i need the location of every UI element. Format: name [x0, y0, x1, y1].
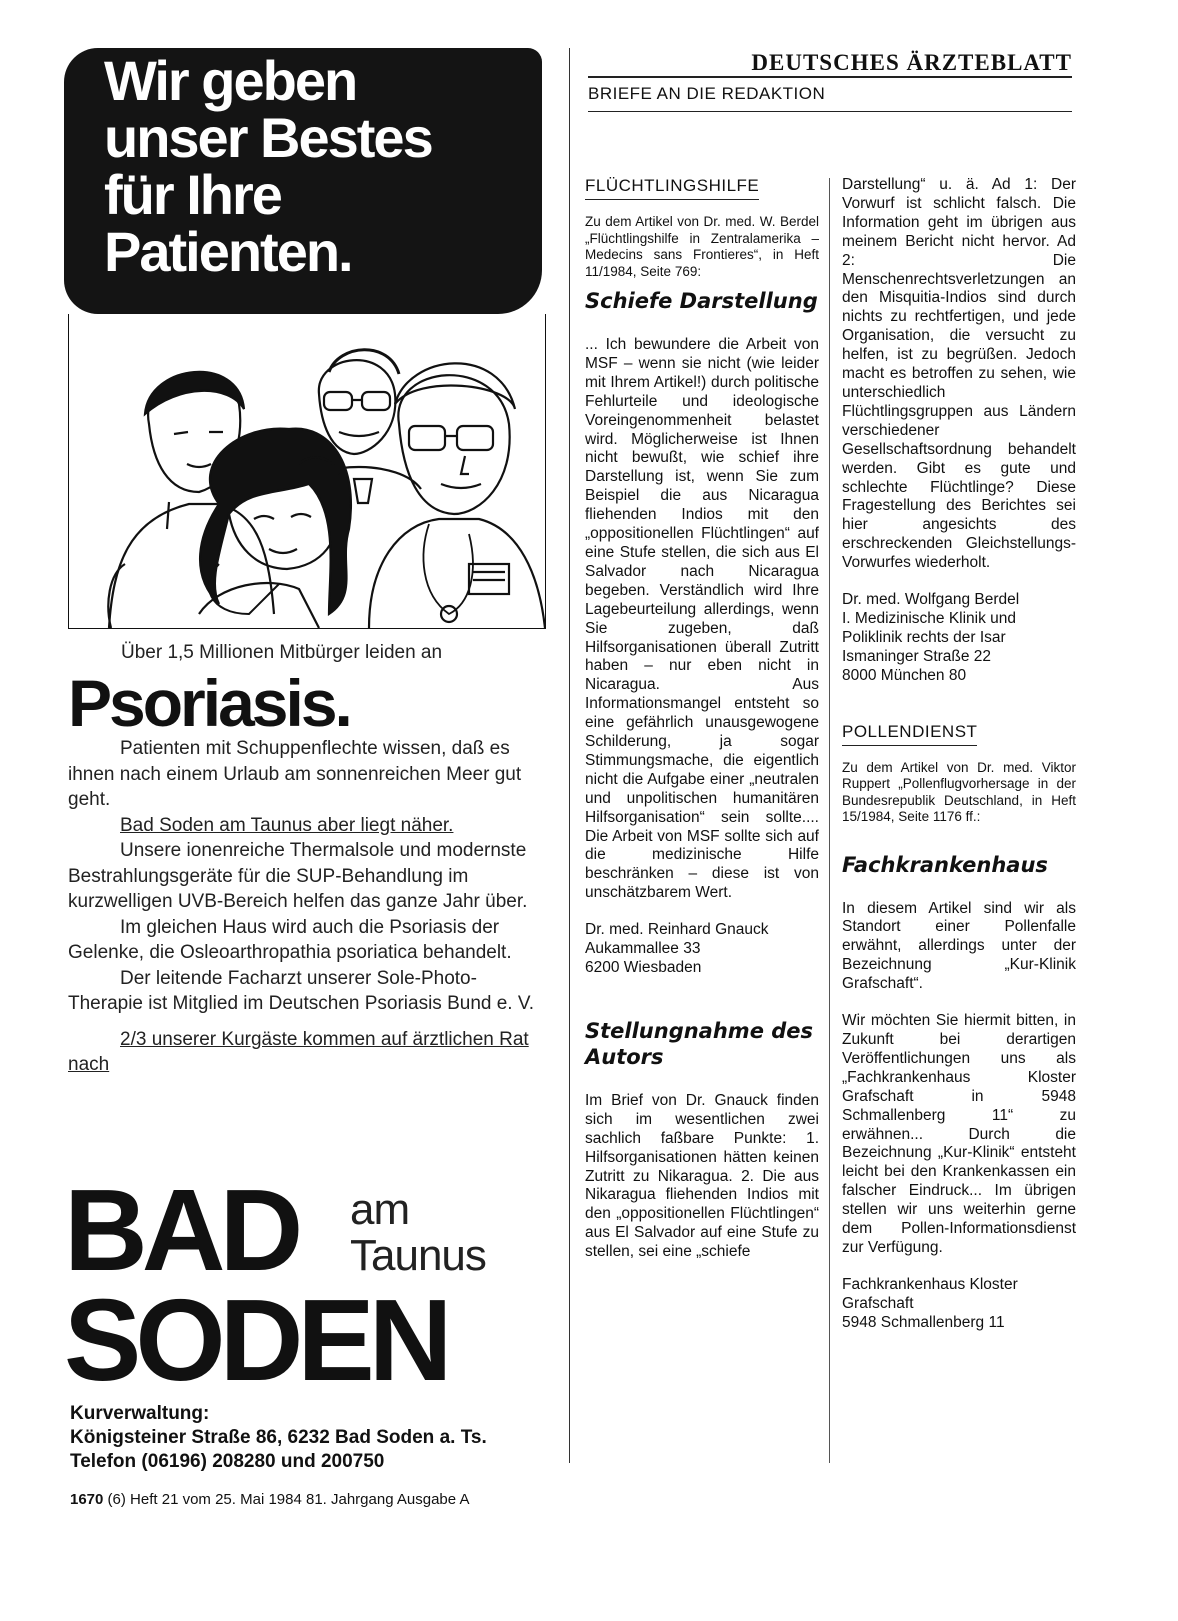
letters-column-right [842, 176, 1076, 1333]
section-heading: BRIEFE AN DIE REDAKTION [588, 84, 826, 103]
ad-headline-psoriasis: Psoriasis. [68, 666, 350, 740]
signature-line: Aukammallee 33 [585, 940, 701, 958]
section-rule [588, 111, 1072, 112]
article-reference: Zu dem Artikel von Dr. med. W. Berdel „Flüchtlingshilfe in Zentralamerika – Medecins sans Frontieres“, in Heft 11/1984, Seite 769: [585, 214, 819, 279]
signature-line: 5948 Schmallenberg 11 [842, 1313, 1005, 1331]
signature-line: Grafschaft [842, 1294, 914, 1312]
signature-line: Dr. med. Reinhard Gnauck [585, 921, 769, 939]
reply-body-continued: Darstellung“ u. ä. Ad 1: Der Vorwurf ist schlicht falsch. Die Information geht im übrigen aus meinem Bericht nicht hervor. Ad 2: Die Menschenrechtsverletzungen an den Misquitia-Indios sind durch nichts zu rechtfertigen, und jede Organisation, die versucht zu helfen, ist zu begrüßen. Jedoch macht es betroffen zu sehen, wie unterschiedlich Flüchtlingsgruppen aus Ländern verschiedener Gesellschaftsordnung behandelt werden. Gibt es gute und schlechte Flüchtlinge? Diese Fragestellung des Berichtes sei hier angesichts des erschreckenden Gleichstellungs-Vorwurfes wiederholt. [842, 176, 1076, 572]
letter-title: Fachkrankenhaus [842, 852, 1048, 877]
address-line: Telefon (06196) 208280 und 200750 [70, 1451, 385, 1472]
page-divider [569, 48, 570, 1463]
ad-paragraph: Unsere ionenreiche Thermalsole und modernste Bestrahlungsgeräte für die SUP-Behandlung im kurzwelligen UVB-Bereich helfen das ganze Jahr über. [68, 840, 528, 912]
letter-body: ... Ich bewundere die Arbeit von MSF – wenn sie nicht (wie leider mit Ihrem Artikel!) durch politische Fehlurteile und ideologische Voreingenommenheit belastet wird. Möglicherweise ist Ihnen nicht bewußt, wie schief ihre Darstellung ist, wenn Sie zum Beispiel die aus Nicaragua fliehenden Indios mit den „oppositionellen Flüchtlingen“ auf eine Stufe stellen, die sich aus El Salvador nach Nicaragua begeben. Verständlich wird Ihre Lagebeurteilung allerdings, wenn Sie zugeben, daß Hilfsorganisationen überall Zutritt haben – nur eben nicht in Nicaragua. Aus Informationsmangel entsteht so eine gefährlich unausgewogene Schilderung, ja sogar Stimmungsmache, die eigentlich nicht die Aufgabe einer „neutralen und unpolitischen humanitären Hilfsorganisation“ sein sollte.... Die Arbeit von MSF sollte sich auf die medizinische Hilfe beschränken – diese ist von unschätzbarem Wert. [585, 336, 819, 902]
ad-paragraph-text: 2/3 unserer Kurgäste kommen auf ärztlichen Rat nach [68, 1028, 529, 1075]
signature-line: 8000 München 80 [842, 666, 967, 684]
ad-paragraph-underlined [68, 813, 546, 839]
ad-paragraph-underlined [68, 1027, 546, 1078]
doctors-illustration [68, 314, 546, 629]
logo-word-soden: SODEN [64, 1275, 447, 1405]
letter-signature [842, 1276, 1076, 1333]
signature-line: 6200 Wiesbaden [585, 959, 702, 976]
issue-info: (6) Heft 21 vom 25. Mai 1984 81. Jahrgang Ausgabe A [107, 1491, 470, 1508]
signature-line: I. Medizinische Klinik und [842, 609, 1017, 627]
page-footer [70, 1491, 469, 1508]
ad-intro-text: Über 1,5 Millionen Mitbürger leiden an [121, 642, 443, 663]
logo-word-taunus: Taunus [350, 1231, 486, 1280]
ad-address-block [70, 1402, 550, 1474]
letter-signature [585, 921, 819, 978]
signature-line: Fachkrankenhaus Kloster [842, 1275, 1018, 1293]
signature-line: Poliklinik rechts der Isar [842, 628, 1006, 646]
article-reference: Zu dem Artikel von Dr. med. Viktor Ruppert „Pollenflugvorhersage in der Bundesrepublik Deutschland, in Heft 15/1984, Seite 1176 ff.: [842, 759, 1076, 825]
rubric-fluechtlingshilfe: FLÜCHTLINGSHILFE [585, 176, 759, 200]
ad-paragraph-text: Bad Soden am Taunus aber liegt näher. [120, 814, 454, 836]
rubric-pollendienst: POLLENDIENST [842, 722, 977, 746]
logo-word-am: am [350, 1185, 410, 1234]
letter-body: In diesem Artikel sind wir als Standort einer Pollenfalle erwähnt, allerdings unter der Bezeichnung „Kur-Klinik Grafschaft“. [842, 899, 1076, 993]
ad-paragraph: Patienten mit Schuppenflechte wissen, daß es ihnen nach einem Urlaub am sonnenreichen Meer gut geht. [68, 738, 522, 810]
ad-bubble-headline: Wir geben unser Bestes für Ihre Patienten. [104, 49, 432, 283]
letter-body: Wir möchten Sie hiermit bitten, in Zukunft bei derartigen Veröffentlichungen uns als „Fachkrankenhaus Kloster Grafschaft in 5948 Schmallenberg 11“ zu erwähnen... Durch die Bezeichnung „Kur-Klinik“ entsteht leicht bei den Krankenkassen ein falscher Eindruck... Im übrigen stellen wir uns weiterhin gerne dem Pollen-Informationsdienst zur Verfügung. [842, 1012, 1076, 1256]
ad-paragraph: Der leitende Facharzt unserer Sole-Photo-Therapie ist Mitglied im Deutschen Psoriasis Bund e. V. [68, 967, 535, 1014]
reply-body: Im Brief von Dr. Gnauck finden sich im wesentlichen zwei sachlich faßbare Punkte: 1. Hilfsorganisationen hätten keinen Zutritt zu Nikaragua. 2. Die aus Nikaragua fliehenden Indios mit den „oppositionellen Flüchtlingen“ aus El Salvador auf eine Stufe zu stellen, sei eine „schiefe [585, 1091, 819, 1261]
address-line: Kurverwaltung: [70, 1403, 210, 1424]
bad-soden-advertisement [64, 48, 546, 1548]
people-drawing-image [69, 314, 545, 628]
ad-body-copy [68, 736, 546, 1078]
letters-column-left [585, 176, 819, 1262]
signature-line: Ismaninger Straße 22 [842, 647, 992, 665]
reply-title: Stellungnahme des Autors [585, 1018, 814, 1069]
journal-title: DEUTSCHES ÄRZTEBLATT [751, 50, 1072, 75]
address-line: Königsteiner Straße 86, 6232 Bad Soden a. Ts. [70, 1427, 487, 1448]
header-rule [588, 76, 1072, 78]
column-divider [829, 178, 830, 1463]
letter-title: Schiefe Darstellung [585, 289, 818, 313]
reply-signature [842, 591, 1076, 686]
signature-line: Dr. med. Wolfgang Berdel [842, 591, 1020, 609]
page-number: 1670 [70, 1491, 104, 1508]
logo-word-bad: BAD [64, 1165, 298, 1295]
bad-soden-logo [64, 1165, 544, 1405]
speech-bubble [64, 48, 542, 314]
ad-paragraph: Im gleichen Haus wird auch die Psoriasis der Gelenke, die Osleoarthropathia psoriatica behandelt. [68, 916, 512, 963]
